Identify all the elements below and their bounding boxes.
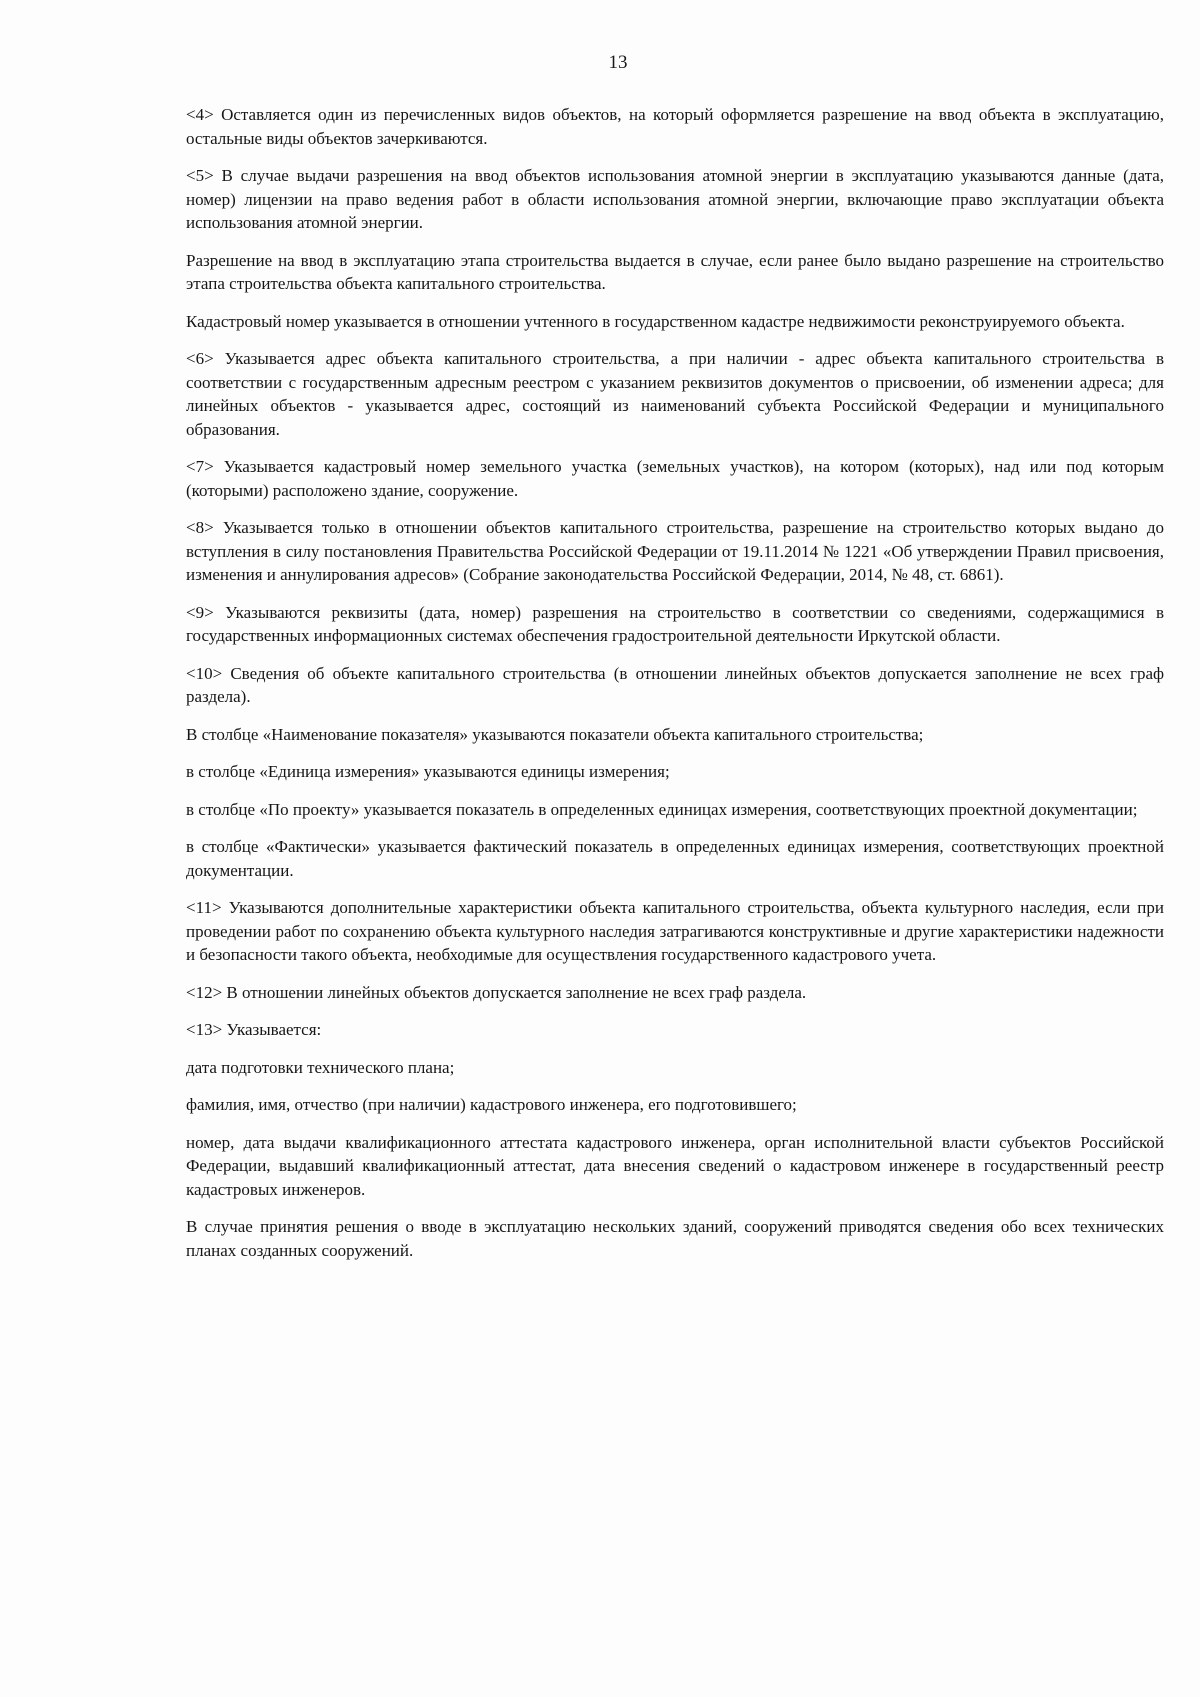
footnote-9: <9> Указываются реквизиты (дата, номер) разрешения на строительство в соответствии со сведениями, содержащимися в государственных информационных системах обеспечения градостроительной деятельности Иркутской области. (186, 602, 1164, 645)
footnote-11: <11> Указываются дополнительные характеристики объекта капитального строительства, объекта культурного наследия, если при проведении работ по сохранению объекта культурного наследия затрагиваются конструктивные и другие характеристики надежности и безопасности такого объекта, необходимые для осуществления государственного кадастрового учета. (186, 898, 1164, 964)
footnote-4: <4> Оставляется один из перечисленных видов объектов, на который оформляется разрешение на ввод объекта в эксплуатацию, остальные виды объектов зачеркиваются. (186, 105, 1164, 148)
paragraph-project-column: в столбце «По проекту» указывается показатель в определенных единицах измерения, соответствующих проектной документации; (186, 799, 1138, 819)
footnote-7: <7> Указывается кадастровый номер земельного участка (земельных участков), на котором (которых), над или под которым (которыми) расположено здание, сооружение. (186, 457, 1164, 500)
page-number: 13 (608, 52, 628, 73)
footnote-8: <8> Указывается только в отношении объектов капитального строительства, разрешение на строительство которых выдано до вступления в силу постановления Правительства Российской Федерации от 19.11.2014 № 1221 «Об утверждении Правил присвоения, изменения и аннулирования адресов» (Собрание законодательства Российской Федерации, 2014, № 48, ст. 6861). (186, 518, 1164, 584)
paragraph-stage-permit: Разрешение на ввод в эксплуатацию этапа строительства выдается в случае, если ранее было выдано разрешение на строительство этапа строительства объекта капитального строительства. (186, 250, 1164, 293)
footnote-5: <5> В случае выдачи разрешения на ввод объектов использования атомной энергии в эксплуатацию указываются данные (дата, номер) лицензии на право ведения работ в области использования атомной энергии, включающие право эксплуатации объекта использования атомной энергии. (186, 166, 1164, 232)
paragraph-cadastral-number: Кадастровый номер указывается в отношении учтенного в государственном кадастре недвижимости реконструируемого объекта. (186, 311, 1125, 331)
paragraph-plan-date: дата подготовки технического плана; (186, 1057, 455, 1077)
paragraph-certificate-details: номер, дата выдачи квалификационного аттестата кадастрового инженера, орган исполнительной власти субъектов Российской Федерации, выдавший квалификационный аттестат, дата внесения сведений о кадастровом инженере в государственный реестр кадастровых инженеров. (186, 1132, 1164, 1199)
footnote-6: <6> Указывается адрес объекта капитального строительства, а при наличии - адрес объекта капитального строительства в соответствии с государственным адресным реестром с указанием реквизитов документов о присвоении, об изменении адреса; для линейных объектов - указывается адрес, состоящий из наименований субъекта Российской Федерации и муниципального образования. (186, 349, 1164, 439)
footnote-10: <10> Сведения об объекте капитального строительства (в отношении линейных объектов допускается заполнение не всех граф раздела). (186, 663, 1164, 706)
paragraph-indicator-column: В столбце «Наименование показателя» указываются показатели объекта капитального строительства; (186, 724, 924, 744)
paragraph-actual-column: в столбце «Фактически» указывается фактический показатель в определенных единицах измерения, соответствующих проектной документации. (186, 837, 1164, 880)
paragraph-multiple-buildings: В случае принятия решения о вводе в эксплуатацию нескольких зданий, сооружений приводятся сведения обо всех технических планах созданных сооружений. (186, 1217, 1164, 1260)
footnote-13: <13> Указывается: (186, 1020, 322, 1039)
footnote-12: <12> В отношении линейных объектов допускается заполнение не всех граф раздела. (186, 982, 807, 1002)
paragraph-unit-column: в столбце «Единица измерения» указываются единицы измерения; (186, 762, 670, 781)
paragraph-engineer-name: фамилия, имя, отчество (при наличии) кадастрового инженера, его подготовившего; (186, 1095, 797, 1114)
document-body (186, 103, 1164, 1276)
